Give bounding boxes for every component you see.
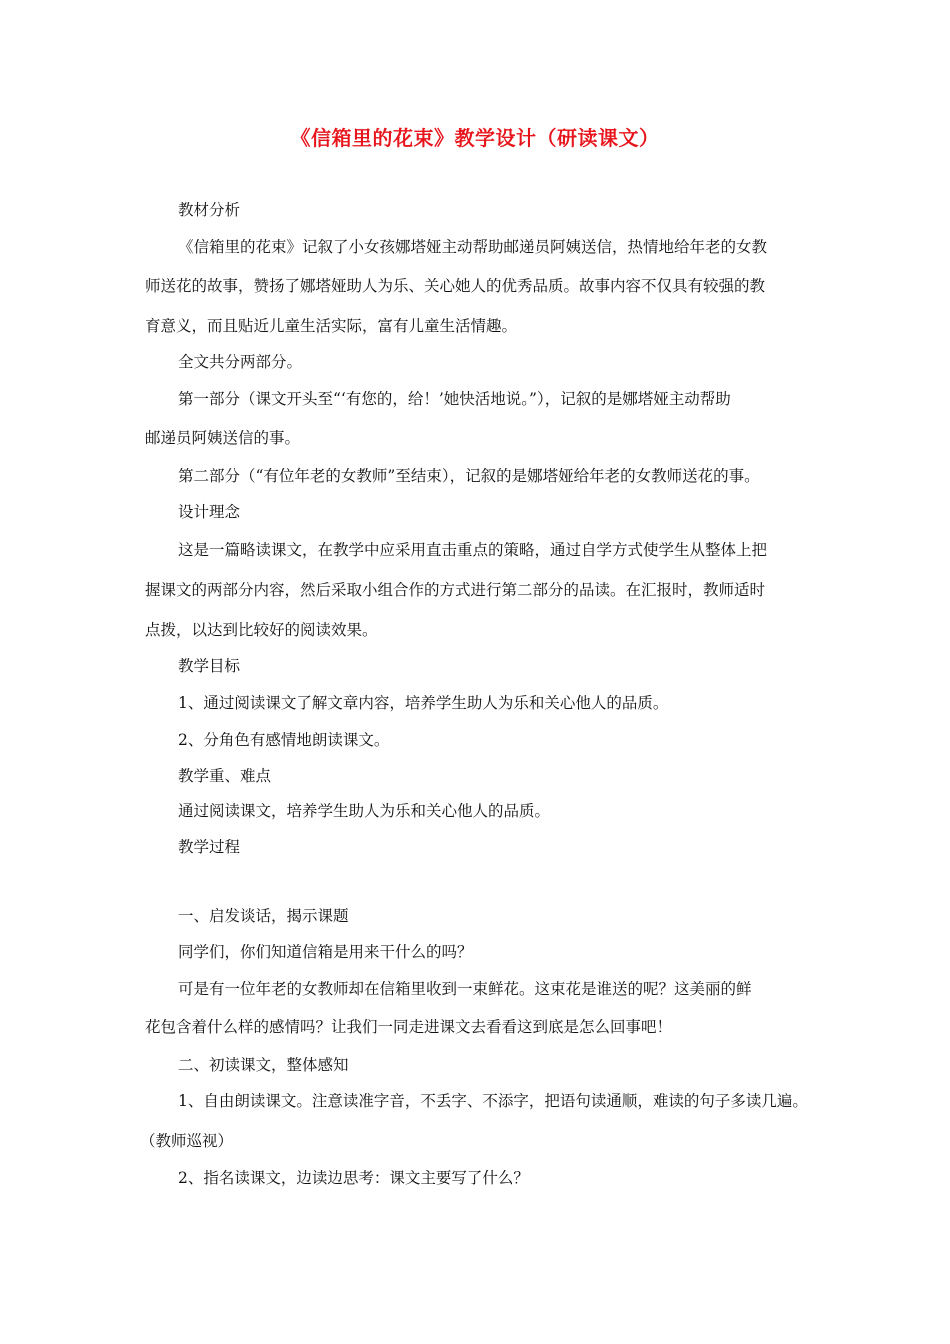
paragraph-line: 通过阅读课文，培养学生助人为乐和关心他人的品质。 <box>178 802 551 820</box>
paragraph-line: 《信箱里的花束》记叙了小女孩娜塔娅主动帮助邮递员阿姨送信，热情地给年老的女教 <box>178 238 768 256</box>
step-heading: 一、启发谈话，揭示课题 <box>178 907 349 925</box>
document-title: 《信箱里的花束》教学设计（研读课文） <box>290 126 660 150</box>
paragraph-line: 邮递员阿姨送信的事。 <box>145 429 301 447</box>
paragraph-line: 师送花的故事，赞扬了娜塔娅助人为乐、关心她人的优秀品质。故事内容不仅具有较强的教 <box>145 277 766 295</box>
paragraph-line: 点拨，以达到比较好的阅读效果。 <box>145 621 378 639</box>
step-heading: 二、初读课文，整体感知 <box>178 1056 349 1074</box>
section-heading-teaching-process: 教学过程 <box>178 838 241 856</box>
paragraph-line: （教师巡视） <box>140 1132 234 1150</box>
section-heading-teaching-goals: 教学目标 <box>178 657 241 675</box>
paragraph-line: 花包含着什么样的感情吗？让我们一同走进课文去看看这到底是怎么回事吧！ <box>145 1018 673 1036</box>
paragraph-line: 第二部分（“有位年老的女教师”至结束），记叙的是娜塔娅给年老的女教师送花的事。 <box>178 467 760 485</box>
paragraph-line: 这是一篇略读课文，在教学中应采用直击重点的策略，通过自学方式使学生从整体上把 <box>178 541 768 559</box>
paragraph-line: 同学们，你们知道信箱是用来干什么的吗？ <box>178 943 473 961</box>
section-heading-design-concept: 设计理念 <box>178 503 241 521</box>
paragraph-line: 全文共分两部分。 <box>178 353 303 371</box>
section-heading-textbook-analysis: 教材分析 <box>178 201 241 219</box>
list-item: 2、分角色有感情地朗读课文。 <box>178 731 390 749</box>
paragraph-line: 握课文的两部分内容，然后采取小组合作的方式进行第二部分的品读。在汇报时，教师适时 <box>145 581 766 599</box>
paragraph-line: 第一部分（课文开头至“‘有您的，给！’她快活地说。”），记叙的是娜塔娅主动帮助 <box>178 390 731 408</box>
list-item: 1、通过阅读课文了解文章内容，培养学生助人为乐和关心他人的品质。 <box>178 694 669 712</box>
paragraph-line: 可是有一位年老的女教师却在信箱里收到一束鲜花。这束花是谁送的呢？这美丽的鲜 <box>178 980 752 998</box>
list-item: 1、自由朗读课文。注意读准字音，不丢字、不添字，把语句读通顺，难读的句子多读几遍。 <box>178 1092 808 1110</box>
list-item: 2、指名读课文，边读边思考：课文主要写了什么？ <box>178 1169 529 1187</box>
section-heading-key-points: 教学重、难点 <box>178 767 272 785</box>
paragraph-line: 育意义，而且贴近儿童生活实际，富有儿童生活情趣。 <box>145 317 518 335</box>
